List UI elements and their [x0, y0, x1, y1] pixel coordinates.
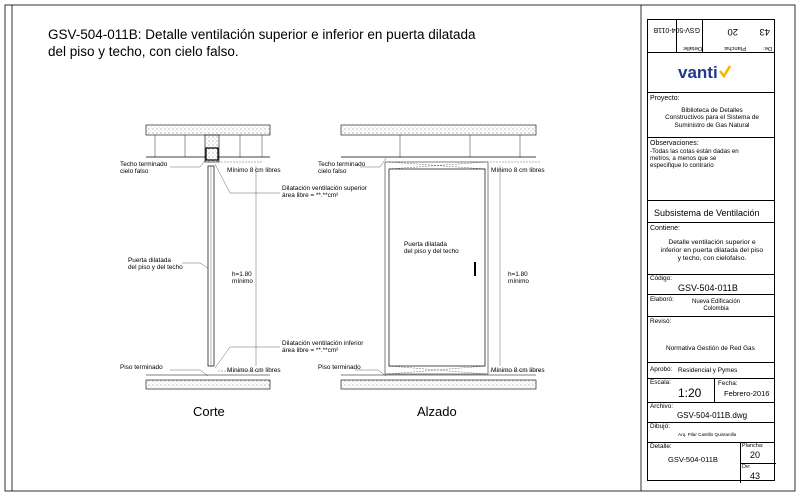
proyecto-section: Proyecto: Biblioteca de Detalles Constructivos para el Sistema de Suministro de Gas Natural	[648, 92, 774, 140]
alzado-door-label: Puerta dilatada del piso y del techo	[404, 241, 459, 256]
title-line-2: del piso y techo, con cielo falso.	[48, 44, 239, 59]
archivo-section: Archivo: GSV-504-011B.dwg	[648, 402, 774, 422]
alzado-height-label: h=1.80 mínimo	[508, 271, 529, 286]
vent-bottom-label: Dilatación ventilación inferior área libre = **.**cm²	[282, 340, 364, 355]
subsistema-section: Subsistema de Ventilación	[648, 200, 774, 224]
vent-top-label: Dilatación ventilación superior área libre = **.**cm²	[282, 185, 367, 200]
elaboro-section: Elaboró: Nueva Edificación Colombia	[648, 294, 774, 316]
aprobo-section: Aprobó: Residencial y Pymes	[648, 362, 774, 378]
corte-height-label: h=1.80 mínimo	[232, 271, 253, 286]
title-block	[647, 19, 775, 481]
corte-top-gap-label: Mínimo 8 cm libres	[227, 167, 281, 174]
corte-bottom-gap-label: Mínimo 8 cm libres	[227, 367, 281, 374]
codigo-section: Código: GSV-504-011B	[648, 274, 774, 294]
title-line-1: GSV-504-011B: Detalle ventilación superior e inferior en puerta dilatada	[48, 27, 476, 42]
drawing-title	[48, 26, 608, 60]
corte-caption: Corte	[193, 404, 225, 419]
flipped-strip: De: 43 Plancha: 20 Detalle: GSV-504-011B	[653, 26, 772, 51]
alzado-floor-label: Piso terminado	[318, 364, 361, 371]
corte-ceiling-label: Techo terminado cielo falso	[120, 161, 168, 176]
escala-fecha-section: Escala: 1:20 Fecha: Febrero-2016	[648, 378, 774, 402]
vanti-logo: vanti	[678, 63, 732, 83]
alzado-caption: Alzado	[417, 404, 457, 419]
observaciones-section: Observaciones: -Todas las cotas están dadas en metros, a menos que se especifique lo contrario	[648, 137, 774, 197]
dibujo-section: Dibujó: Arq. Pilar Castillo Quintanilla	[648, 422, 774, 442]
alzado-bottom-gap-label: Mínimo 8 cm libres	[491, 367, 545, 374]
corte-floor-label: Piso terminado	[120, 364, 163, 371]
reviso-section: Revisó: Normativa Gestión de Red Gas	[648, 316, 774, 362]
alzado-top-gap-label: Mínimo 8 cm libres	[491, 167, 545, 174]
alzado-view	[341, 125, 540, 389]
detalle-section: Detalle: GSV-504-011B Plancha: 20 De: 43	[648, 442, 774, 482]
check-mark-icon	[718, 64, 732, 78]
alzado-ceiling-label: Techo terminado cielo falso	[318, 161, 366, 176]
logo-area	[648, 52, 774, 92]
contiene-section: Contiene: Detalle ventilación superior e inferior en puerta dilatada del piso y techo, con cielofalso.	[648, 222, 774, 274]
corte-door-label: Puerta dilatada del piso y del techo	[128, 257, 183, 272]
